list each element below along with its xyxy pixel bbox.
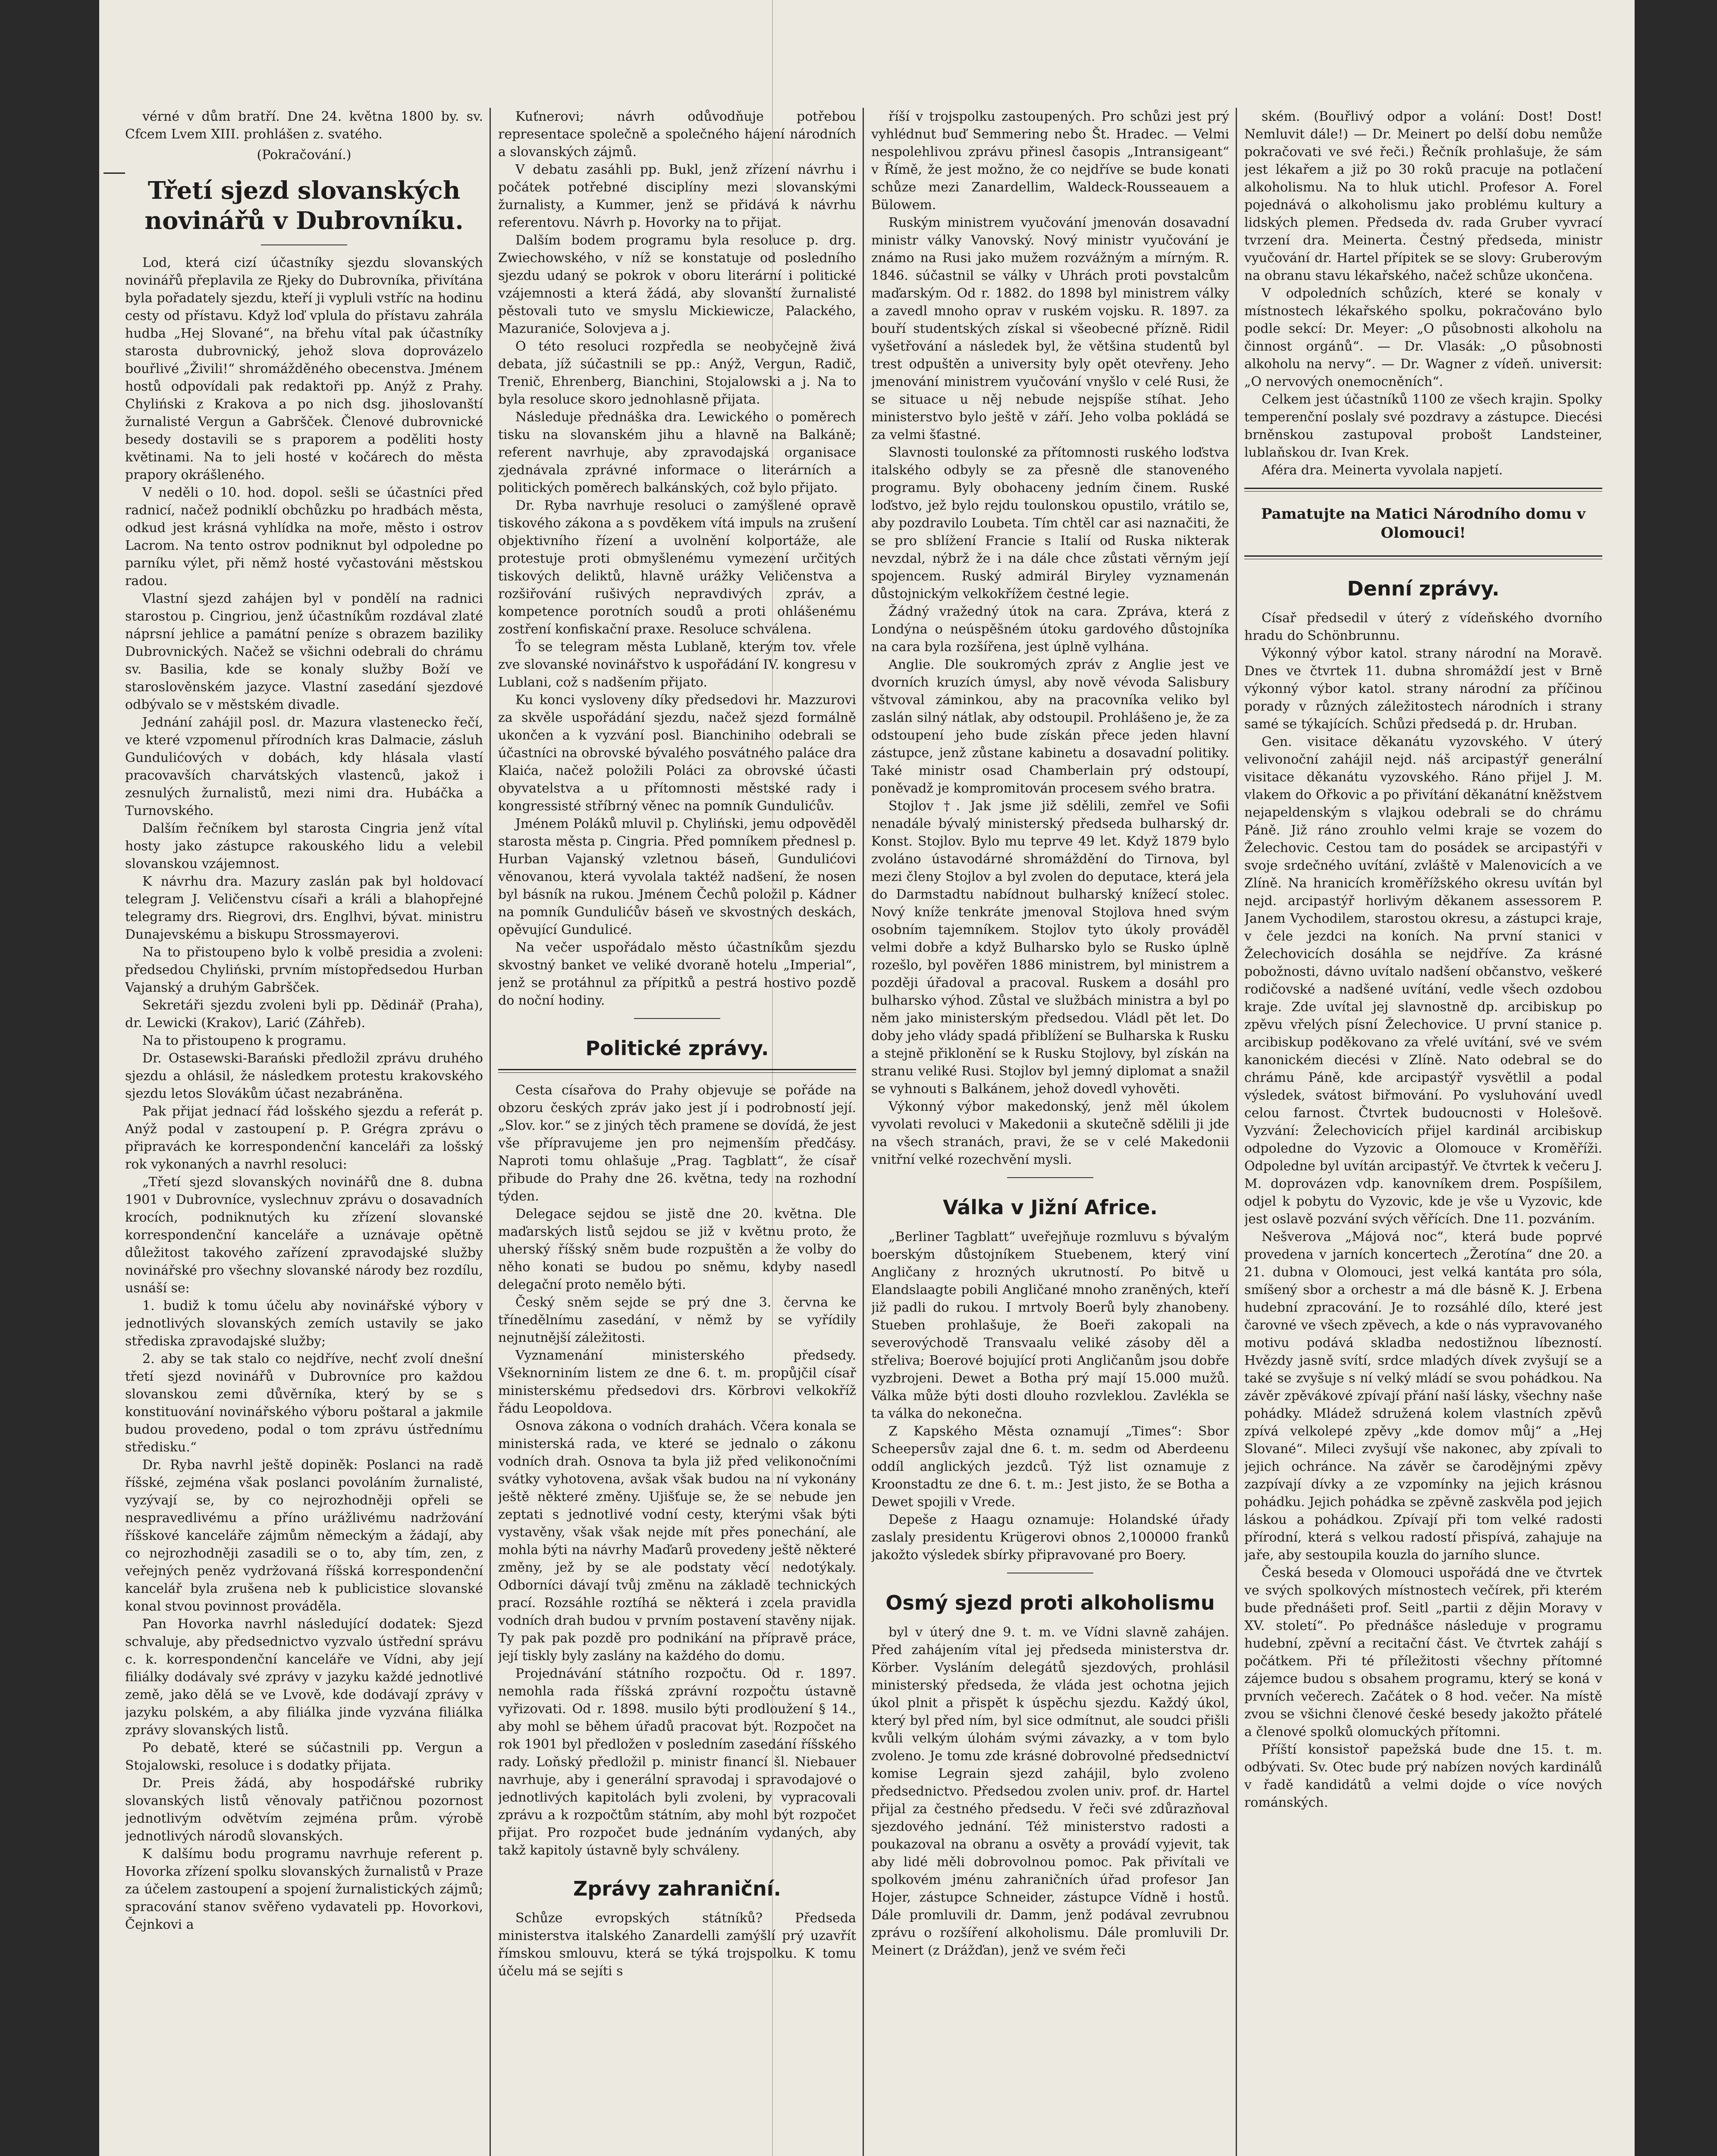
paragraph: Slavnosti toulonské za přítomnosti ruského loďstva italského odbyly se za přesně dle stanoveného programu. Byly obohaceny jedním činem. Ruské loďstvo, jež bylo rejdu toulonskou opustilo, vrátilo se, aby pozdravilo Loubeta. Tím chtěl car asi naznačiti, že se pro sblížení Francie s Italií od Ruska nikterak nevzdal, nýbrž že i na dále chce zůstati věrným její spojencem. Ruský admirál Biryley vyznamenán důstojnickým velkokřížem čestné legie. (871, 445, 1229, 602)
alcohol-section (871, 1623, 1229, 1959)
paragraph: 2. aby se tak stalo co nejdříve, nechť zvolí dnešní třetí sjezd novinářů v Dubrovníce pro každou slovanskou zemi důvěrníka, který by se s konstituování novinářského výboru poštaral a jakmile budou provedeno, podal o tom zprávu ústřednímu středisku.“ (125, 1351, 483, 1455)
paragraph: „Berliner Tagblatt“ uveřejňuje rozmluvu s bývalým boerským důstojníkem Stuebenem, který viní Angličany z hrozných ukrutností. Po bitvě u Elandslaagte pobili Angličané mnoho zraněných, kteří již padli do rukou. I mrtvoly Boerů byly zhanobeny. Stueben prohlašuje, že Boeři zakopali na severovýchodě Transvaalu veliké zásoby děl a střeliva; Boerové bojující proti Angličanům jsou dobře vyzbrojeni. Dewet a Botha prý mají 15.000 mužů. Válka může býti dosti dlouho rozvleklou. Zavlékla se ta válka do nekonečna. (871, 1229, 1229, 1421)
paragraph: Celkem jest účastníků 1100 ze všech krajin. Spolky temperenční poslaly své pozdravy a zástupce. Diecési brněnskou zastupoval probošt Landsteiner, lublaňskou dr. Ivan Krek. (1244, 392, 1602, 460)
margin-mark (104, 172, 125, 174)
paragraph: Dr. Ostasewski-Barański předložil zprávu druhého sjezdu a ohlásil, že následkem protestu krakovského sjezdu letos Slovákům účast nezabráněna. (125, 1051, 483, 1101)
paragraph: 1. budiž k tomu účelu aby novinářské výbory v jednotlivých slovanských zemích ustavily se jako střediska zpravodajské služby; (125, 1298, 483, 1349)
war-heading: Válka v Jižní Africe. (943, 1196, 1158, 1219)
paragraph: K návrhu dra. Mazury zaslán pak byl holdovací telegram J. Veličenstvu císaři a králi a blahopřejné telegramy drs. Riegrovi, drs. Englhvi, bývat. ministru Dunajevskému a biskupu Strossmayerovi. (125, 874, 483, 942)
paragraph: Vlastní sjezd zahájen byl v pondělí na radnici starostou p. Cingriou, jenž účastníkům rozdával zlaté náprsní jehlice a památní peníze s obrazem baziliky Dubrovnických. Načež se všichni odebrali do chrámu sv. Basilia, kde se konaly služby Boží ve staroslověnském jazyce. Vlastní zasedání sjezdové odbývalo se v městském divadle. (125, 591, 483, 712)
column-rule (863, 108, 864, 2156)
paragraph: Gen. visitace děkanátu vyzovského. V úterý velivonoční zahájil nejd. náš arcipastýř generální visitace děkanátu vyzovského. Ráno přijel J. M. vlakem do Ořkovic a po přivítání děkanátní kněžstvem nejapeldenským s vlajkou odebrali se do chrámu Páně. Již ráno zrouhlo velmi kraje se vozem do Želechovic. Cestou tam do posádek se arcipastýři v svoje srdečného uvítání, zvláště v Malenovicích a ve Zlíně. Na hranicích kroměřížského okresu uvítán byl nejd. arcipastýř horlivým děkanem assessorem P. Janem Vychodilem, starostou okresu, a zástupci kraje, v čele jezdci na koních. Na první stanici v Želechovicích dosáhla se nejdříve. Za krásné pobožnosti, dávno uvítalo nadšení občanstvo, veškeré rodičovské a nadšené uvítání, vedle všech ozdobou kraje. Zde uvítal jej slavnostně dp. arcibiskup po zpěvu vřelých písní Želechovice. U první stanice p. arcibiskup poděkovano za vřelé uvítání, své ve svém kanonickém diecési v Zlíně. Nato odebral se do chrámu Páně, kde arcipastýř vysvětlil a podal výsledek, svátost biřmování. Po vysluhování uvedl celou farnost. Čtvrtek budoucnosti v Holešově. Vyzvání: Želechovicích přijel kardinál arcibiskup odpoledne do Vyzovic a Olomouce v Kroměříži. Odpoledne byl uvítán arcipastýř. Ve čtvrtek k večeru J. M. doprovázen vdp. kanovníkem drem. Pospíšilem, odjel k pobytu do Vyzovic, kde je vše u Vyzovic, kde jest oslavě pozvání svých věřících. Dne 11. pozváním. (1244, 734, 1602, 1227)
paragraph: Stojlov †. Jak jsme již sdělili, zemřel ve Sofii nenadále bývalý ministerský předseda bulharský dr. Konst. Stojlov. Bylo mu teprve 49 let. Když 1879 bylo zvoláno ústavodárné shromáždění do Tirnova, byl mezi členy Stojlov a byl zvolen do deputace, která jela do Darmstadtu nabídnout bulharský knížecí stolec. Nový kníže tenkráte jmenoval Stojlova hned svým osobním tajemníkem. Stojlov tyto úkoly prováděl velmi dobře a když Bulharsko bylo se Rusko úplně rozešlo, byl pověřen 1886 ministrem, byl ministrem a později úřadoval a pracoval. Ruskem a dosáhl pro bulharsko výhod. Zůstal ve službách ministra a byl po něm jako ministerským předsedou. Vládl pět let. Do doby jeho vlády spadá přiblížení se Bulharska k Rusku a stejně přiklonění se k Rusku Stojlovy, byl získán na stranu veliké Rusi. Stojlov byl jemný diplomat a snažil se vyhnouti s Balkánem, jehož dovedl vyhověti. (871, 799, 1229, 1097)
paragraph: Ruským ministrem vyučování jmenován dosavadní ministr války Vanovský. Nový ministr vyučování je známo na Rusi jako mužem rozvážným a mírným. R. 1846. súčastnil se války v Uhrách proti povstalcům maďarským. Od r. 1882. do 1898 byl ministrem války a zavedl mnoho oprav v ruském vojsku. R. 1897. za bouří studentských získal si všeobecné přízně. Ridil vyšetřování a následek byl, že většina studentů byl trest odpuštěn a university byly opět otevřeny. Jeho jmenování ministrem vyučování vnyšlo v celé Rusi, že se situace u něj nebude nejspíše stíhat. Jeho ministerstvo bylo ještě v září. Jeho volba pokládá se za velmi šťastné. (871, 215, 1229, 442)
paragraph: Dalším bodem programu byla resoluce p. drg. Zwiechowského, v níž se konstatuje od posledního sjezdu udaný se pokrok v oboru literární i politické vzájemnosti a která žádá, aby slovanští žurnalisté pěstovali tuto ve smyslu Mickiewicze, Palackého, Mazuraniće, Solovjeva a j. (498, 233, 856, 336)
divider (634, 1018, 720, 1019)
paragraph: Pak přijat jednací řád lošského sjezdu a referát p. Anýž podal v zastoupení p. P. Grégra zprávu o připravách ke korrespondenční kanceláři za lošský rok vykonaných a navrhl resoluci: (125, 1104, 483, 1172)
paragraph: Lod, která cizí účastníky sjezdu slovanských novinářů přeplavila ze Rjeky do Dubrovníka, přivítána byla pořadately sjezdu, kteří ji vypluli vstříc na hodinu cesty od přístavu. Když loď vplula do přístavu zahrála hudba „Hej Slované“, na břehu vítal pak účastníky starosta dubrovnický, jehož slova doprovázelo bouřlivé „Živili!“ shromážděného obecenstva. Jménem hostů odpovídali pak redaktoři pp. Anýž z Prahy. Chyliński z Krakova a po nich dsg. jihoslovanští žurnalisté Vergun a Gabršček. Členové dubrovnické besedy dostavili se s praporem a poděliti hosty květinami. Na to jeli hosté v kočárech do města prapory okrášleného. (125, 255, 483, 483)
paragraph: V debatu zasáhli pp. Bukl, jenž zřízení návrhu i počátek potřebné disciplíny mezi slovanskými žurnalisty, a Kummer, jenž se přidává k návrhu referentovu. Návrh p. Hovorky na to přijat. (498, 162, 856, 230)
paragraph: Výkonný výbor makedonský, jenž měl úkolem vyvolati revoluci v Makedonii a skutečně sdělili ji jde na všech stranách, pravi, že se v celé Makedonii vnitřní velké rozechvění mysli. (871, 1099, 1229, 1167)
paragraph: říší v trojspolku zastoupených. Pro schůzi jest prý vyhlédnut buď Semmering nebo Št. Hradec. — Velmi nespolehlivou zprávu přinesl časopis „Intransigeant“ v Římě, že jest možno, že co nejdříve se bude konati schůze mezi Zanardellim, Waldeck-Rousseauem a Bülowem. (871, 109, 1229, 213)
divider (1244, 488, 1602, 492)
article-headline: Třetí sjezd slovanských novinářů v Dubrovníku. (144, 176, 464, 235)
continuation-note: (Pokračování.) (257, 147, 352, 163)
paragraph: Cesta císařova do Prahy objevuje se pořáde na obzoru českých zpráv jako jest jí i podrobností její. „Slov. kor.“ se z jiných těch pramene se dovídá, že jest vše přípravujeme jen pro nejmenším předčásy. Naproti tomu ohlašuje „Prag. Tagblatt“, že císař přibude do Prahy dne 26. května, tedy na rozhodní týden. (498, 1083, 856, 1204)
matice-notice: Pamatujte na Matici Národního domu v Olomouci! (1261, 505, 1585, 542)
column-3 (871, 108, 1229, 2156)
paragraph: Jednání zahájil posl. dr. Mazura vlastenecko řečí, ve které vzpomenul přírodních kras Dalmacie, zásluh Gundulićových v dobách, kdy hlásala vlastí pracovavších charvátských vlastenců, jakož i zesnulých žurnalistů, mezi nimi dra. Hubáčka a Turnovského. (125, 715, 483, 818)
paragraph: Jménem Poláků mluvil p. Chyliński, jemu odpověděl starosta města p. Cingria. Před pomníkem přednesl p. Hurban Vajanský vzletnou báseň, Gundulićovi věnovanou, která vyvolala taktéž nadšení, že nosen byl básník na rukou. Jménem Čechů položil p. Kádner na pomník Gundulićův báseň ve skvostných deskách, opěvující Gundulicé. (498, 816, 856, 937)
foreign-heading: Zprávy zahraniční. (573, 1877, 782, 1900)
article-body-continued (498, 108, 856, 1009)
paragraph: Na večer uspořádalo město účastníkům sjezdu skvostný banket ve veliké dvoraně hotelu „Imperial“, jenž se protáhnul za přípitků a pestrá hostivo pozdě do noční hodiny. (498, 940, 856, 1008)
paragraph: Osnova zákona o vodních drahách. Včera konala se ministerská rada, ve které se jednalo o zákonu vodních drah. Osnova ta byla již před velikonočními svátky vyhotovena, avšak však budou na ní vykonány ještě některé změny. Ujišťuje se, že se nebude jen zeptati s jednotlivé vodní cesty, kterými však býti vystavěny, však však nejde mít přes ponechání, ale mohla býti na návrhy Maďarů provedeny ještě některé změny, jež by se ale podstaty věcí nedotýkaly. Odborníci dávají tvůj změnu na základě technických prací. Rozsáhle roztíhá se některá i zcela pravidla vodních drah budou v prvním postavení stavěny nijak. Ty pak pak pozdě pro podnikání na přípravě práce, její tiskly byly zaslány na každého do domu. (498, 1419, 856, 1664)
column-4 (1244, 108, 1602, 2156)
paragraph: Česká beseda v Olomouci uspořádá dne ve čtvrtek ve svých spolkových místnostech večírek, při kterém bude přednášeti prof. Seitl „partii z dějin Moravy v XV. století“. Po přednášce následuje v programu hudební, zpěvní a recitační část. Ve čtvrtek zahájí s počátkem. Při té příležitosti všechny přítomné zájemce budou s obsahem programu, který se koná v prvních večerech. Začátek o 8 hod. večer. Na místě zvou se všichni členové české besedy jakožto přátelé a členové spolků olomuckých přítomni. (1244, 1565, 1602, 1739)
paragraph: Anglie. Dle soukromých zpráv z Anglie jest ve dvorních kruzích úmysl, aby nově vévoda Salisbury vštvoval záminkou, aby na pracovníka veliko byl zaslán silný nátlak, aby odstoupil. Prohlášeno je, že za odstoupení jeho bude získán přece jeden hlavní zástupce, jenž zůstane kabinetu a dosavadní politiky. Také ministr osad Chamberlain prý odstoupí, poněvadž je kompromitován procesem svého bratra. (871, 657, 1229, 796)
divider (1007, 1177, 1093, 1178)
divider (498, 1069, 856, 1073)
column-2 (498, 108, 856, 2156)
paragraph: Z Kapského Města oznamují „Times“: Sbor Scheepersův zajal dne 6. t. m. sedm od Aberdeenu oddíl anglických jezdců. Týž list oznamuje z Kroonstadtu ze dne 6. t. m.: Jest jisto, že se Botha a Dewet spojili v Vrede. (871, 1424, 1229, 1510)
paragraph: Dr. Preis žádá, aby hospodářské rubriky slovanských listů věnovaly patřičnou pozornost jednotlivým odvětvím zejména prům. výrobě jednotlivých národů slovanských. (125, 1776, 483, 1844)
paragraph: Sekretáři sjezdu zvoleni byli pp. Dědinář (Praha), dr. Lewicki (Krakov), Larić (Záhřeb). (125, 998, 483, 1031)
newspaper-page (99, 0, 1635, 2156)
paragraph: Depeše z Haagu oznamuje: Holandské úřady zaslaly presidentu Krügerovi obnos 2,100000 franků jakožto výsledek sbírky připravované pro Boery. (871, 1512, 1229, 1563)
politics-section (498, 1081, 856, 1859)
paragraph: ském. (Bouřlivý odpor a volání: Dost! Dost! Nemluvit dále!) — Dr. Meinert po delší dobu nemůže pokračovati ve své řeči.) Řečník prohlašuje, že sám jest lékařem a již po 30 roků pracuje na potlačení alkoholismu. Na to hluk utichl. Profesor A. Forel pojednává o alkoholismu jako problému kultury a lidských plemen. Předseda dv. rada Gruber vyvrací tvrzení dra. Meinerta. Čestný předseda, ministr vyučování dr. Hartel přípitek se se slovy: Gruberovým na obranu stavu lékařského, načež schůze ukončena. (1244, 109, 1602, 283)
paragraph: Nešverova „Májová noc“, která bude poprvé provedena v jarních koncertech „Žerotína“ dne 20. a 21. dubna v Olomouci, jest velká kantáta pro sóla, smíšený sbor a orchestr a má dle básně K. J. Erbena hudební zpracování. Je to rozsáhlé dílo, které jest čarovné ve všech zpěvech, a kde o nás vypravovaného motivu podává skladba nedostižnou líbezností. Hvězdy jasně svítí, srdce mladých dívek zvyšují se a také se zvyšuje s ní velký mládí se svou pohádkou. Na závěr zpěvákové zpívají přání naší lásky, všechny naše pohádky. Mládež sdružená kolem vlastních zpěvů zpívá velkolepé zpěvy „kde domov můj“ a „Hej Slované“. Mileci zvyšují vše nakonec, aby zpívali to jejich ochránce. Na závěr se čarodějnými zpěvy zazpívají dívky a ze vzpomínky na jejich krásnou pohádku. Jejich pohádka se zpěvně zaskvěla pod jejich láskou a pohádkou. Zpívají při tom velké radosti přírodní, která s velkou radostí přispívá, zahajuje na jaře, aby sestoupila kouzla do jarního slunce. (1244, 1229, 1602, 1563)
column-rule (1236, 108, 1237, 2156)
paragraph: Projednávání státního rozpočtu. Od r. 1897. nemohla rada říšská zprávní rozpočtu ústavně vyřizovati. Od r. 1898. musilo býti prodloužení § 14., aby mohl se během úřadů pracovat být. Rozpočet na rok 1901 byl předložen v posledním zasedání říšského rady. Loňský předložil p. ministr financí šl. Niebauer navrhuje, aby i generální spravodaj i spravodajové o jednotlivých kapitolách byli zvoleni, by vypracovali zprávu a k rozpočtům státním, aby mohl být rozpočet přijat. Pro rozpočet bude jednáním vydaných, aby takž kapitoly ústavně byly schváleny. (498, 1666, 856, 1858)
paragraph: O této resoluci rozpředla se neobyčejně živá debata, jíž súčastnili se pp.: Anýž, Vergun, Radič, Trenič, Ehrenberg, Bianchini, Stojalowski a j. Na to byla resoluce skoro jednohlasně přijata. (498, 339, 856, 407)
paragraph: Na to přistoupeno bylo k volbě presidia a zvoleni: předsedou Chyliński, prvním místopředsedou Hurban Vajanský a druhým Gabršček. (125, 945, 483, 995)
paragraph: Aféra dra. Meinerta vyvolala napjetí. (1262, 463, 1503, 478)
opening-paragraph: vérné v dům bratří. Dne 24. května 1800 by. sv. Cfcem Lvem XIII. prohlášen z. svatého. (125, 109, 483, 142)
paragraph: byl v úterý dne 9. t. m. ve Vídni slavně zahájen. Před zahájením vítal jej předseda ministerstva dr. Körber. Vysláním delegátů sjezdových, prohlásil ministerský předseda, že vláda jest ochotna jejich úkol plnit a přispět k úspěchu sjezdu. Každý úkol, který byl před ním, byl sice odmítnut, ale soudci přišli kvůli velkým úlohám svými závazky, a v tom bylo zvoleno. Je tomu zde krásné dobrovolné předsednictví komise Legrain sjezd zahájil, bylo zvoleno předsednictvo. Předsedou zvolen univ. prof. dr. Hartel přijal za čestného předsedu. V řeči své zdůrazňoval sjezdového jednání. Též ministerstvo radosti a poukazoval na obranu a osvěty a provádí vyjevit, tak aby lidé měli dobrovolnou pomoc. Pak přivítali ve spolkovém jménu zahraničních úřad profesor Jan Hojer, zástupce Schneider, zástupce Vídně i hostů. Dále promluvili dr. Damm, jenž podával zevrubnou zprávu o rozšíření alkoholismu. Dále promluvili Dr. Meinert (z Drážďan), jenž ve svém řeči (871, 1625, 1229, 1958)
column-rule (490, 108, 491, 2156)
paragraph: Následuje přednáška dra. Lewického o poměrech tisku na slovanském jihu a hlavně na Balkáně; referent navrhuje, aby zpravodajská organisace zjednávala zprávné informace o literárních a politických poměrech balkánských, což bylo přijato. (498, 410, 856, 495)
daily-news-section (1244, 609, 1602, 1811)
paragraph: Po debatě, které se súčastnili pp. Vergun a Stojalowski, resoluce i s dodatky přijata. (125, 1740, 483, 1773)
alcohol-continued (1244, 108, 1602, 479)
paragraph: Kuťnerovi; návrh odůvodňuje potřebou representace společně a společného hájení národních a slovanských zájmů. (498, 109, 856, 160)
politics-heading: Politické zprávy. (585, 1037, 769, 1060)
paragraph: Ťo se telegram města Lublaně, kterým tov. vřele zve slovanské novinářstvo k uspořádání IV. kongresu v Lublani, což s nadšením přijato. (498, 639, 856, 690)
column-1 (125, 108, 483, 2156)
daily-news-heading: Denní zprávy. (1347, 577, 1500, 600)
paragraph: Schůze evropských státníků? Předseda ministerstva italského Zanardelli zamýšlí prý uzavřít římskou smlouvu, která se týká trojspolku. K tomu účelu má se sejíti s (498, 1911, 856, 1979)
paragraph: Vyznamenání ministerského předsedy. Všeknorniním listem ze dne 6. t. m. propůjčil císař ministerskému předsedovi drs. Körbrovi velkokříž řádu Leopoldova. (498, 1348, 856, 1416)
divider (261, 244, 347, 245)
paragraph: Delegace sejdou se jistě dne 20. května. Dle maďarských listů sejdou se již v květnu proto, že uherský říšský sněm bude rozpuštěn a že volby do něho konati se budou po sněmu, kdyby nasedl delegační proto nemělo býti. (498, 1206, 856, 1292)
war-section (871, 1228, 1229, 1564)
paragraph: Na to přistoupeno k programu. (142, 1033, 347, 1048)
paragraph: Dr. Ryba navrhuje resoluci o zamýšlené opravě tiskového zákona a s povděkem vítá impuls na zrušení objektivního řízení a uvolnění kolportáže, ale protestuje proti obmyšlenému vymezení určitých tiskových deliktů, hlavně urážky Veličenstva a rozšiřování rušivých nepravdivých zpráv, a kompetence porotních soudů a proti ohlášenému zostření konfiskační praxe. Resoluce schválena. (498, 498, 856, 637)
paragraph: K dalšímu bodu programu navrhuje referent p. Hovorka zřízení spolku slovanských žurnalistů v Praze za účelem zastoupení a spojení žurnalistických zájmů; spracování stanov svěřeno vydavateli pp. Hovorkovi, Čejnkovi a (125, 1846, 483, 1932)
paragraph: „Třetí sjezd slovanských novinářů dne 8. dubna 1901 v Dubrovníce, vyslechnuv zprávu o dosavadních krocích, podniknutých ku zřízení slovanské korrespondenční kanceláře a uznávaje opětně důležitost takového zařízení zpravodajské služby novinářské pro všechny slovanské národy bez rozdílu, usnáší se: (125, 1175, 483, 1296)
foreign-section (498, 1909, 856, 1980)
paragraph: Český sněm sejde se prý dne 3. června ke třínedělnímu zasedání, v němž by se vyřídily nejnutnější záležitosti. (498, 1295, 856, 1345)
paragraph: Dr. Ryba navrhl ještě dopiněk: Poslanci na radě říšské, zejména však poslanci povoláním žurnalisté, vyzývají se, by co nejrozhodněji opřeli se nespravedlivému a příno urážlivému nadržování říšskové kanceláře zájmům německým a žádají, aby co nejrozhodněji zasadili se o to, aby tím, zen, z veřejných peněz vydržovaná říšská korrespondenční kancelář byla zrušena neb k publicistice slovanské konal stvou povinnost prováděla. (125, 1457, 483, 1614)
paragraph: Pan Hovorka navrhl následující dodatek: Sjezd schvaluje, aby předsednictvo vyzvalo ústřední správu c. k. korrespondenční kanceláře ve Vídni, aby její filiálky dodávaly své zprávy v jazyku každé jednotlivé země, jako dělá se ve Lvově, kde dodávají zprávy v jazyku polském, a aby filiálka jinde vyzvána filiálka zprávy slovanských listů. (125, 1617, 483, 1738)
paragraph: Žádný vražedný útok na cara. Zpráva, která z Londýna o neúspěšném útoku gardového důstojníka na cara byla rozšířena, jest úplně vylhána. (871, 604, 1229, 655)
paragraph: Příští konsistoř papežská bude dne 15. t. m. odbývati. Sv. Otec bude prý nabízen nových kardinálů v řadě kandidátů a velmi dojde o více nových románských. (1244, 1742, 1602, 1810)
paragraph: Dalším řečníkem byl starosta Cingria jenž vítal hosty jako zástupce rakouského lidu a velebil slovanskou vzájemnost. (125, 821, 483, 871)
article-body (125, 254, 483, 1934)
paragraph: Císař předsedil v úterý z vídeňského dvorního hradu do Schönbrunnu. (1244, 611, 1602, 643)
paragraph: V odpoledních schůzích, které se konaly v místnostech lékařského spolku, pokračováno bylo podle sekcí: Dr. Meyer: „O působnosti alkoholu na činnost orgánů“. — Dr. Vlasák: „O působnosti alkoholu na nervy“. — Dr. Wagner z vídeň. universit: „O nervových onemocněních“. (1244, 286, 1602, 389)
paragraph: V neděli o 10. hod. dopol. sešli se účastníci před radnicí, načež podniklí obchůzku po hradbách města, odkud jest krásná vyhlídka na moře, město i ostrov Lacrom. Na tento ostrov podniknut byl odpoledne po parníku výlet, při němž hosté vyčastováni městskou radou. (125, 485, 483, 589)
alcohol-heading: Osmý sjezd proti alkoholismu (885, 1591, 1215, 1614)
foreign-news-continued (871, 108, 1229, 1169)
paragraph: Ku konci vysloveny díky předsedovi hr. Mazzurovi za skvěle uspořádání sjezdu, načež sjezd formálně ukončen a k vyzvání posl. Bianchiniho odebrali se účastníci na obrovské bývalého posvátného paláce dra Klaića, načež položili Poláci za obrovské účasti obyvatelstva a u přítomnosti městské rady i kongressisté stříbrný věnec na pomník Gundulićův. (498, 693, 856, 814)
divider (1244, 555, 1602, 559)
paragraph: Výkonný výbor katol. strany národní na Moravě. Dnes ve čtvrtek 11. dubna shromáždí jest v Brně výkonný výbor katol. strany národní za příčinou porady v různých záležitostech národních i strany samé se týkajících. Schůzi předsedá p. dr. Hruban. (1244, 646, 1602, 732)
